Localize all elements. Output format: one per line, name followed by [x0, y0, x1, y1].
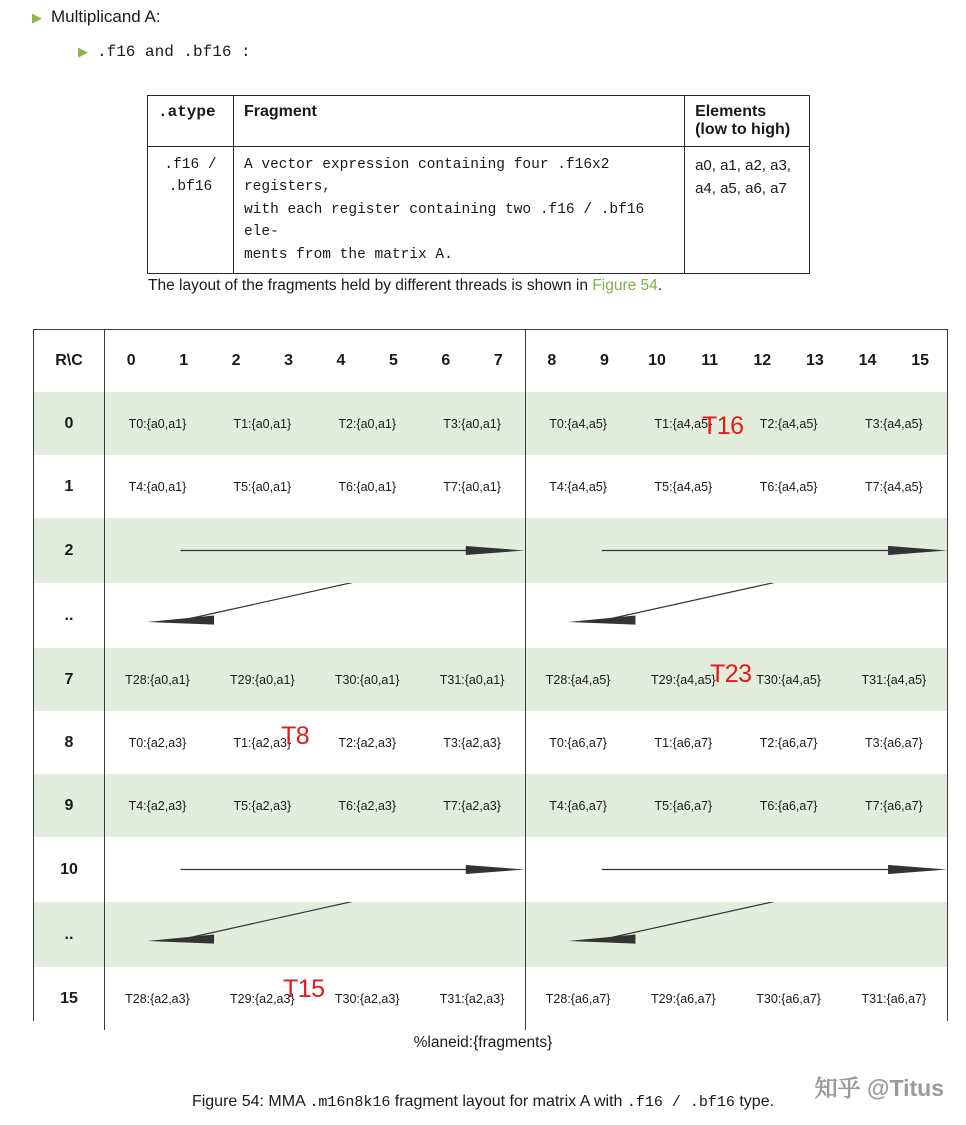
- grid-header-right: [526, 330, 947, 392]
- fragment-cell: T2:{a0,a1}: [338, 416, 397, 431]
- fragment-layout-figure: [33, 329, 948, 1021]
- row-label-ellipsis: ..: [34, 902, 105, 967]
- arrow-diagonal-icon: [105, 902, 526, 967]
- fragment-cell: T5:{a2,a3}: [233, 798, 292, 813]
- grid-corner-label: R\C: [34, 330, 105, 392]
- layout-description-sentence: [148, 277, 662, 295]
- grid-cellgroup-right: [526, 518, 947, 583]
- grid-cellgroup-left: [105, 774, 526, 837]
- laneid-fragments-label: %laneid:{fragments}: [413, 1034, 553, 1051]
- cell-elements: [685, 147, 810, 274]
- annotation-t15: T15: [283, 975, 325, 1003]
- column-header-15: 15: [911, 352, 930, 369]
- column-header-6: 6: [441, 352, 451, 369]
- arrow-diagonal-icon: [526, 902, 947, 967]
- fragment-cell: T28:{a6,a7}: [545, 991, 611, 1006]
- column-header-1: 1: [179, 352, 189, 369]
- column-header-fragment: Fragment: [233, 96, 684, 147]
- grid-cellgroup-left: [105, 583, 526, 648]
- triangle-bullet-icon: ▶: [78, 44, 88, 59]
- row-label-2: 2: [34, 518, 105, 583]
- fragment-cell: T2:{a4,a5}: [759, 416, 818, 431]
- grid-header-row: [34, 330, 947, 392]
- fragment-cell: T6:{a2,a3}: [338, 798, 397, 813]
- fragment-cell: T29:{a0,a1}: [229, 672, 295, 687]
- cell-atype: [148, 147, 234, 274]
- fragment-cell: T3:{a6,a7}: [865, 735, 923, 750]
- cell-elements-line1: a0, a1, a2, a3,: [695, 157, 791, 174]
- cell-fragment-line1: A vector expression containing four .f16x2 registers,: [243, 157, 610, 196]
- caption-mono-types: .f16 / .bf16: [626, 1094, 735, 1111]
- grid-cellgroup-left: [105, 518, 526, 583]
- triangle-bullet-icon: ▶: [32, 10, 42, 25]
- fragment-cell: T2:{a6,a7}: [759, 735, 818, 750]
- layout-sentence-prefix: The layout of the fragments held by different threads is shown in: [148, 277, 593, 294]
- row-label-8: 8: [34, 711, 105, 774]
- fragment-cell: T6:{a6,a7}: [759, 798, 818, 813]
- column-header-8: 8: [547, 352, 557, 369]
- bullet-label-level2: .f16 and .bf16 :: [97, 43, 251, 61]
- row-label-7: 7: [34, 648, 105, 711]
- cell-atype-line1: .f16 /: [164, 157, 217, 173]
- fragment-cell: T6:{a0,a1}: [338, 479, 397, 494]
- cell-fragment-line2: with each register containing two .f16 / .bf16 ele-: [243, 201, 645, 241]
- grid-row-2: [34, 518, 947, 583]
- column-header-10: 10: [648, 352, 666, 369]
- grid-row-15: [34, 967, 947, 1030]
- fragment-cell: T30:{a6,a7}: [756, 991, 821, 1006]
- fragment-cell: T28:{a2,a3}: [125, 991, 190, 1006]
- grid-header-left: [105, 330, 526, 392]
- fragment-cell: T30:{a0,a1}: [334, 672, 400, 687]
- grid-row-0: [34, 392, 947, 455]
- grid-row-ellipsis: [34, 902, 947, 967]
- fragment-cell: T5:{a4,a5}: [654, 479, 713, 494]
- row-label-10: 10: [34, 837, 105, 902]
- grid-row-9: [34, 774, 947, 837]
- cell-fragment: [233, 147, 684, 274]
- fragment-cell: T5:{a0,a1}: [233, 479, 292, 494]
- grid-cellgroup-right: [526, 967, 947, 1030]
- arrow-diagonal-icon: [526, 583, 947, 648]
- fragment-cell: T4:{a2,a3}: [128, 798, 187, 813]
- grid-cellgroup-left: [105, 455, 526, 518]
- fragment-cell: T0:{a2,a3}: [128, 735, 187, 750]
- column-header-0: 0: [126, 352, 136, 369]
- caption-suffix: type.: [734, 1093, 775, 1110]
- annotation-t8: T8: [281, 722, 310, 750]
- column-header-atype: .atype: [148, 96, 234, 147]
- cell-atype-line2: .bf16: [168, 179, 213, 196]
- grid-row-8: [34, 711, 947, 774]
- grid-cellgroup-right: [526, 774, 947, 837]
- fragment-cell: T29:{a2,a3}: [229, 991, 295, 1006]
- arrow-right-icon: [526, 518, 947, 583]
- column-header-5: 5: [388, 352, 398, 369]
- grid-row-ellipsis: [34, 583, 947, 648]
- fragment-cell: T31:{a2,a3}: [439, 991, 505, 1006]
- grid-cellgroup-right: [526, 902, 947, 967]
- column-header-7: 7: [493, 352, 503, 369]
- grid-cellgroup-left: [105, 902, 526, 967]
- fragment-cell: T0:{a4,a5}: [549, 416, 607, 431]
- row-label-ellipsis: ..: [34, 583, 105, 648]
- fragment-cell: T3:{a2,a3}: [443, 735, 501, 750]
- table-header-row: [148, 96, 810, 147]
- bullet-multiplicand-a: [32, 7, 161, 27]
- column-header-elements: [685, 96, 810, 147]
- grid-row-7: [34, 648, 947, 711]
- layout-sentence-suffix: .: [657, 277, 663, 294]
- fragment-cell: T29:{a6,a7}: [651, 991, 716, 1006]
- column-header-2: 2: [231, 352, 241, 369]
- table-row: [148, 147, 810, 274]
- grid-row-1: [34, 455, 947, 518]
- fragment-cell: T31:{a6,a7}: [861, 991, 927, 1006]
- fragment-cell: T1:{a6,a7}: [654, 735, 713, 750]
- fragment-cell: T29:{a4,a5}: [651, 672, 716, 687]
- fragment-cell: T0:{a0,a1}: [128, 416, 187, 431]
- fragment-cell: T4:{a4,a5}: [549, 479, 607, 494]
- fragment-cell: T7:{a6,a7}: [865, 798, 923, 813]
- figure-54-link[interactable]: Figure 54: [592, 277, 658, 294]
- fragment-cell: T30:{a4,a5}: [756, 672, 821, 687]
- arrow-right-icon: [105, 837, 526, 902]
- row-label-9: 9: [34, 774, 105, 837]
- column-header-elements-line1: Elements: [695, 103, 767, 120]
- fragment-cell: T1:{a2,a3}: [233, 735, 292, 750]
- column-header-11: 11: [701, 352, 719, 369]
- column-header-4: 4: [336, 352, 346, 369]
- column-header-12: 12: [753, 352, 772, 369]
- fragment-cell: T4:{a0,a1}: [128, 479, 187, 494]
- fragment-cell: T3:{a4,a5}: [865, 416, 923, 431]
- fragment-cell: T1:{a4,a5}: [654, 416, 713, 431]
- row-label-15: 15: [34, 967, 105, 1030]
- bullet-label-level1: Multiplicand A:: [51, 7, 161, 26]
- grid-cellgroup-left: [105, 392, 526, 455]
- fragment-cell: T6:{a4,a5}: [759, 479, 818, 494]
- fragment-cell: T7:{a4,a5}: [865, 479, 923, 494]
- fragment-cell: T2:{a2,a3}: [338, 735, 397, 750]
- grid-cellgroup-left: [105, 837, 526, 902]
- caption-mono-shape: .m16n8k16: [309, 1094, 391, 1111]
- cell-fragment-line3: ments from the matrix A.: [243, 246, 453, 263]
- bullet-f16-bf16: [78, 43, 251, 61]
- column-header-3: 3: [284, 352, 293, 369]
- fragment-cell: T3:{a0,a1}: [443, 416, 501, 431]
- grid-cellgroup-right: [526, 583, 947, 648]
- fragment-cell: T0:{a6,a7}: [549, 735, 607, 750]
- fragment-cell: T30:{a2,a3}: [334, 991, 400, 1006]
- fragment-layout-grid: [34, 330, 947, 1030]
- fragment-cell: T28:{a4,a5}: [545, 672, 611, 687]
- fragment-cell: T31:{a4,a5}: [861, 672, 927, 687]
- fragment-cell: T5:{a6,a7}: [654, 798, 713, 813]
- row-label-0: 0: [34, 392, 105, 455]
- annotation-t16: T16: [702, 412, 744, 440]
- annotation-t23: T23: [710, 660, 752, 688]
- row-label-1: 1: [34, 455, 105, 518]
- grid-cellgroup-left: [105, 711, 526, 774]
- column-header-elements-line2: (low to high): [695, 121, 791, 138]
- cell-elements-line2: a4, a5, a6, a7: [695, 180, 787, 198]
- fragment-cell: T31:{a0,a1}: [439, 672, 505, 687]
- fragment-cell: T28:{a0,a1}: [125, 672, 190, 687]
- arrow-right-icon: [526, 837, 947, 902]
- grid-cellgroup-right: [526, 837, 947, 902]
- fragment-cell: T4:{a6,a7}: [549, 798, 607, 813]
- caption-prefix: Figure 54: MMA: [191, 1093, 310, 1110]
- arrow-diagonal-icon: [105, 583, 526, 648]
- grid-cellgroup-right: [526, 455, 947, 518]
- column-header-13: 13: [806, 352, 824, 369]
- grid-cellgroup-right: [526, 711, 947, 774]
- grid-cellgroup-left: [105, 648, 526, 711]
- fragment-cell: T1:{a0,a1}: [233, 416, 292, 431]
- atype-fragment-table: [147, 95, 810, 274]
- caption-middle: fragment layout for matrix A with: [390, 1093, 627, 1110]
- fragment-cell: T7:{a0,a1}: [443, 479, 501, 494]
- arrow-right-icon: [105, 518, 526, 583]
- column-header-9: 9: [599, 352, 609, 369]
- fragment-cell: T7:{a2,a3}: [443, 798, 501, 813]
- grid-row-10: [34, 837, 947, 902]
- watermark-text: 知乎 @Titus: [814, 1075, 944, 1101]
- column-header-14: 14: [858, 352, 877, 369]
